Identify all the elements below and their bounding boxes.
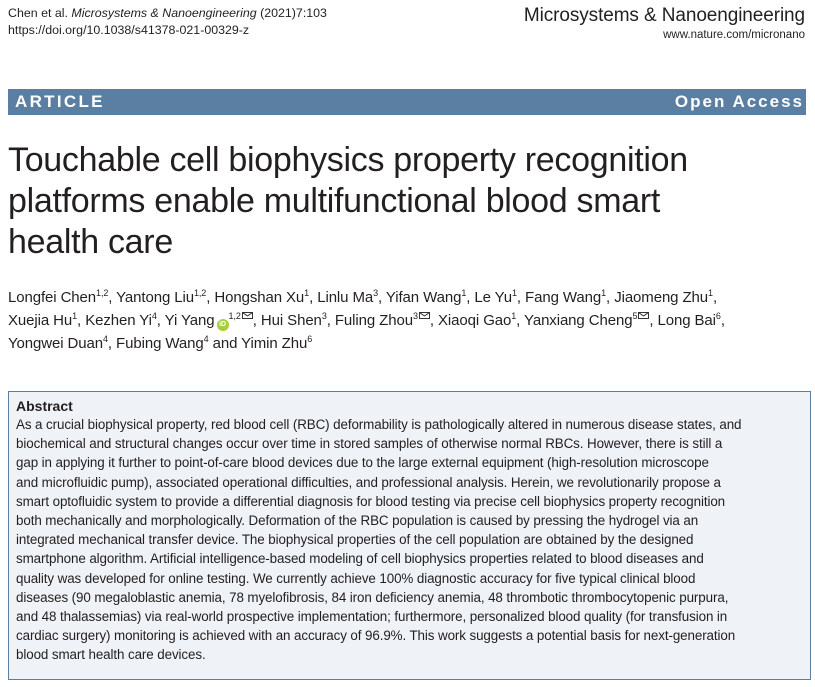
author[interactable]: Hui Shen$^3$ bbox=[260, 311, 327, 329]
paper-title bbox=[8, 140, 798, 263]
author[interactable]: Longfei Chen$^{1,2}$ bbox=[8, 288, 109, 306]
title-line: platforms enable multifunctional blood smart bbox=[8, 182, 661, 220]
abstract-line: quality was developed for online testing. We currently achieve 100% diagnostic accuracy for five typical clinical blood bbox=[16, 570, 696, 586]
author-list: Longfei Chen$^{1,2}$, Yantong Liu$^{1,2}$, Hongshan Xu$^1$, Linlu Ma$^3$, Yifan Wang$^1$, Le Yu$^1$, Fang Wang$^1$, Jiaomeng Zhu$^1$, Xuejia Hu$^1$, Kezhen Yi$^4$, Yi Yang iD$^{1,2}$ , Hui Shen$^3$, Fuling Zhou$^3$ , Xiaoqi Gao$^1$, Yanxiang Cheng$^5$ , Long Bai$^6$, Yongwei Duan$^4$, Fubing Wang$^4$ and Yimin Zhu$^6$ bbox=[8, 288, 725, 352]
abstract-line: both mechanically and morphologically. Deformation of the RBC population is caused by pressing the hydrogel via an bbox=[16, 513, 699, 529]
citation-journal: Microsystems & Nanoengineering bbox=[71, 6, 257, 20]
abstract-line: and microfluidic pump), associated operational difficulties, and professional analysis. Herein, we revolutionarily propose a bbox=[16, 474, 721, 490]
abstract-text bbox=[16, 415, 805, 665]
abstract-line: smart optofluidic system to provide a differential diagnosis for blood testing via precise cell biophysics property recognition bbox=[16, 493, 726, 509]
orcid-icon[interactable]: iD bbox=[217, 319, 229, 331]
citation-authors: Chen et al. bbox=[8, 6, 68, 20]
author[interactable]: Fang Wang$^1$ bbox=[525, 288, 607, 306]
article-type-label: ARTICLE bbox=[15, 92, 105, 111]
author[interactable]: Jiaomeng Zhu$^1$ bbox=[614, 288, 713, 306]
author[interactable]: Yifan Wang$^1$ bbox=[385, 288, 467, 306]
author-corresponding[interactable]: Yanxiang Cheng$^5$ bbox=[524, 312, 649, 329]
title-line: health care bbox=[8, 223, 173, 261]
title-line: Touchable cell biophysics property recognition bbox=[8, 141, 688, 179]
open-access-label: Open Access bbox=[674, 92, 804, 111]
article-banner bbox=[8, 89, 806, 115]
email-icon[interactable] bbox=[242, 312, 253, 319]
citation-line bbox=[8, 5, 327, 22]
author[interactable]: Long Bai$^6$ bbox=[657, 311, 721, 329]
authors-conjunction: and bbox=[212, 335, 238, 352]
author[interactable]: Yantong Liu$^{1,2}$ bbox=[116, 288, 207, 306]
author[interactable]: Xiaoqi Gao$^1$ bbox=[438, 311, 517, 329]
email-icon[interactable] bbox=[638, 312, 649, 319]
abstract-line: cardiac surgery) monitoring is achieved with an accuracy of 96.9%. This work suggests a potential basis for next-generation bbox=[16, 628, 736, 644]
journal-name: Microsystems & Nanoengineering bbox=[523, 5, 805, 26]
author[interactable]: Yimin Zhu$^6$ bbox=[241, 334, 313, 352]
journal-masthead bbox=[524, 5, 805, 42]
abstract-line: As a crucial biophysical property, red blood cell (RBC) deformability is pathologically altered in numerous disease states, and bbox=[16, 417, 742, 432]
abstract-line: integrated mechanical transfer device. The biophysical properties of the cell population are obtained by the designed bbox=[16, 532, 694, 548]
abstract-line: gap in applying it further to point-of-care blood devices due to the large external equipment (high-resolution microscope bbox=[16, 455, 709, 471]
author[interactable]: Xuejia Hu$^1$ bbox=[8, 311, 78, 329]
email-icon[interactable] bbox=[419, 312, 430, 319]
citation bbox=[8, 5, 327, 39]
journal-url[interactable]: www.nature.com/micronano bbox=[663, 29, 805, 41]
abstract-line: blood smart health care devices. bbox=[16, 647, 206, 663]
author-corresponding[interactable]: Yi Yang iD$^{1,2}$ bbox=[165, 312, 253, 329]
doi-link[interactable]: https://doi.org/10.1038/s41378-021-00329-z bbox=[8, 23, 250, 37]
abstract-line: diseases (90 megaloblastic anemia, 78 myelofibrosis, 84 iron deficiency anemia, 48 thrombotic thrombocytopenic purpura, bbox=[16, 589, 729, 605]
abstract-line: and 48 thalassemias) via real-world prospective implementation; furthermore, personalized blood quality (for transfusion in bbox=[16, 609, 728, 625]
author[interactable]: Kezhen Yi$^4$ bbox=[85, 311, 157, 329]
author-corresponding[interactable]: Fuling Zhou$^3$ bbox=[335, 312, 430, 329]
author[interactable]: Fubing Wang$^4$ bbox=[116, 334, 209, 352]
abstract-line: biochemical and structural changes occur over time in stored samples of otherwise normal RBCs. However, there is still a bbox=[16, 436, 723, 452]
author[interactable]: Hongshan Xu$^1$ bbox=[214, 288, 310, 306]
citation-volume: (2021)7:103 bbox=[260, 6, 327, 20]
author[interactable]: Linlu Ma$^3$ bbox=[317, 288, 379, 306]
author[interactable]: Yongwei Duan$^4$ bbox=[8, 334, 108, 352]
abstract-line: smartphone algorithm. Artificial intelligence-based modeling of cell biophysics properties related to blood diseases and bbox=[16, 551, 704, 567]
author[interactable]: Le Yu$^1$ bbox=[474, 288, 517, 306]
abstract-heading: Abstract bbox=[16, 398, 73, 414]
abstract-box bbox=[8, 391, 811, 680]
